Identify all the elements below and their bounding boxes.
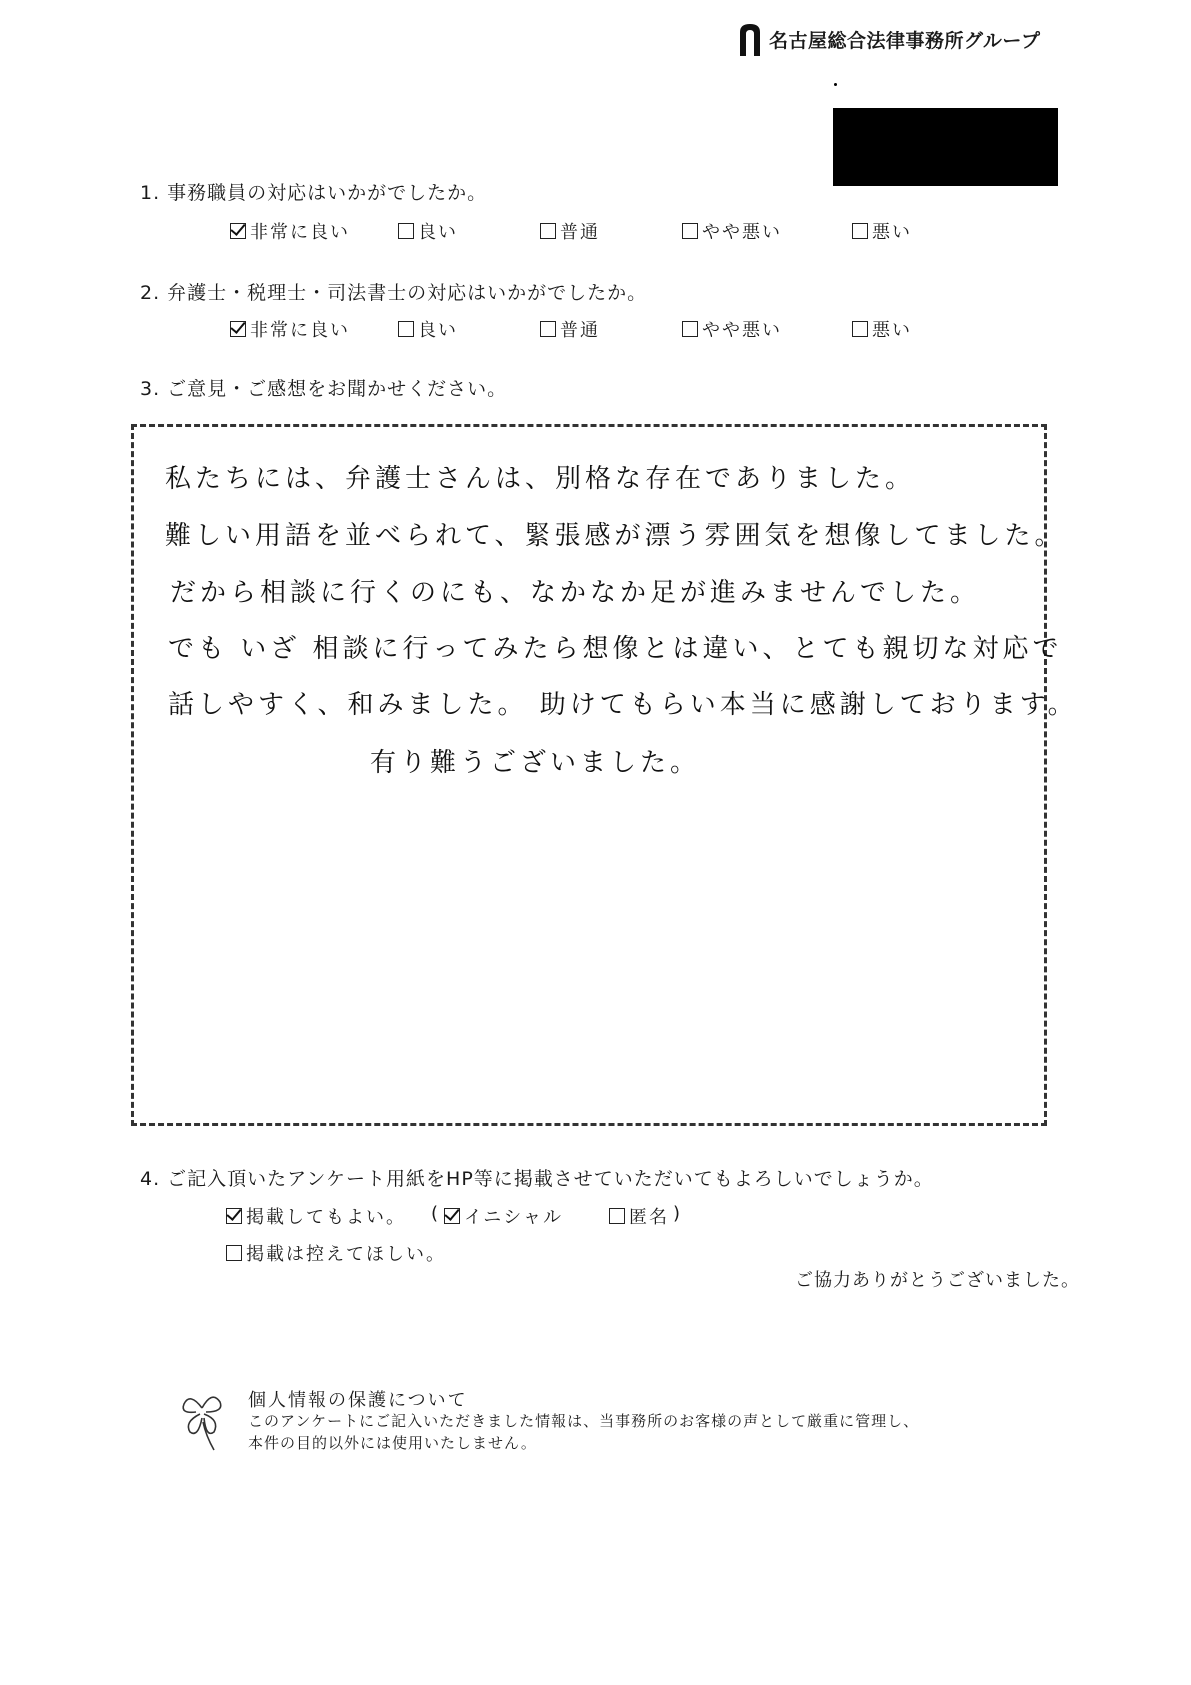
q4-option-initial[interactable]: イニシャル	[444, 1203, 609, 1229]
firm-name: 名古屋総合法律事務所グループ	[769, 29, 1041, 52]
checkbox-icon[interactable]	[682, 223, 698, 239]
comment-line-1: 私たちには、弁護士さんは、別格な存在でありました。	[165, 464, 916, 494]
question-3: 3. ご意見・ご感想をお聞かせください。	[140, 378, 508, 400]
header-brand	[737, 22, 1040, 56]
checkbox-icon[interactable]	[682, 321, 698, 337]
comment-line-3: だから相談に行くのにも、なかなか足が進みませんでした。	[170, 578, 981, 608]
checkbox-icon[interactable]	[609, 1208, 625, 1224]
question-2: 2. 弁護士・税理士・司法書士の対応はいかがでしたか。	[140, 282, 648, 304]
q2-option-very-good[interactable]: 非常に良い	[230, 316, 398, 342]
stray-dot	[834, 83, 837, 86]
close-paren: )	[673, 1203, 683, 1224]
q2-option-good[interactable]: 良い	[398, 316, 540, 342]
privacy-line-1: このアンケートにご記入いただきました情報は、当事務所のお客様の声として厳重に管理し、	[248, 1412, 920, 1430]
question-4: 4. ご記入頂いたアンケート用紙をHP等に掲載させていただいてもよろしいでしょうか。	[140, 1168, 934, 1190]
q2-option-somewhat-bad[interactable]: やや悪い	[682, 316, 852, 342]
checkbox-icon[interactable]	[398, 321, 414, 337]
comment-line-5: 話しやすく、和みました。 助けてもらい本当に感謝しております。	[168, 690, 1078, 720]
q1-option-normal[interactable]: 普通	[540, 218, 682, 244]
redaction-block	[833, 108, 1058, 186]
q4-publish-row	[226, 1203, 682, 1229]
question-1: 1. 事務職員の対応はいかがでしたか。	[140, 182, 488, 204]
checkbox-icon[interactable]	[226, 1245, 242, 1261]
checkbox-icon[interactable]	[540, 321, 556, 337]
comment-line-4: でも いざ 相談に行ってみたら想像とは違い、とても親切な対応で	[168, 634, 1063, 664]
q1-option-good[interactable]: 良い	[398, 218, 540, 244]
checkbox-checked-icon[interactable]	[230, 223, 246, 239]
checkbox-icon[interactable]	[540, 223, 556, 239]
firm-logo-icon	[737, 22, 763, 56]
privacy-text	[248, 1410, 919, 1454]
checkbox-checked-icon[interactable]	[226, 1208, 242, 1224]
q2-options	[230, 316, 912, 342]
checkbox-icon[interactable]	[852, 321, 868, 337]
q4-no-publish-row	[226, 1240, 446, 1266]
comment-line-2: 難しい用語を並べられて、緊張感が漂う雰囲気を想像してました。	[165, 521, 1065, 551]
q1-option-somewhat-bad[interactable]: やや悪い	[682, 218, 852, 244]
privacy-line-2: 本件の目的以外には使用いたしません。	[248, 1434, 537, 1452]
checkbox-checked-icon[interactable]	[444, 1208, 460, 1224]
checkbox-icon[interactable]	[398, 223, 414, 239]
flower-icon	[176, 1386, 228, 1454]
q1-option-very-good[interactable]: 非常に良い	[230, 218, 398, 244]
q2-option-normal[interactable]: 普通	[540, 316, 682, 342]
q1-options	[230, 218, 912, 244]
thanks-message: ご協力ありがとうございました。	[795, 1270, 1080, 1291]
comment-line-6: 有り難うございました。	[370, 748, 701, 778]
checkbox-icon[interactable]	[852, 223, 868, 239]
q4-option-anonymous[interactable]: 匿名	[609, 1203, 669, 1229]
privacy-title: 個人情報の保護について	[248, 1390, 468, 1411]
q4-option-no-publish[interactable]: 掲載は控えてほしい。	[226, 1240, 446, 1266]
q1-option-bad[interactable]: 悪い	[852, 218, 912, 244]
q2-option-bad[interactable]: 悪い	[852, 316, 912, 342]
checkbox-checked-icon[interactable]	[230, 321, 246, 337]
q4-option-publish[interactable]: 掲載してもよい。	[226, 1203, 431, 1229]
open-paren: (	[431, 1203, 441, 1224]
